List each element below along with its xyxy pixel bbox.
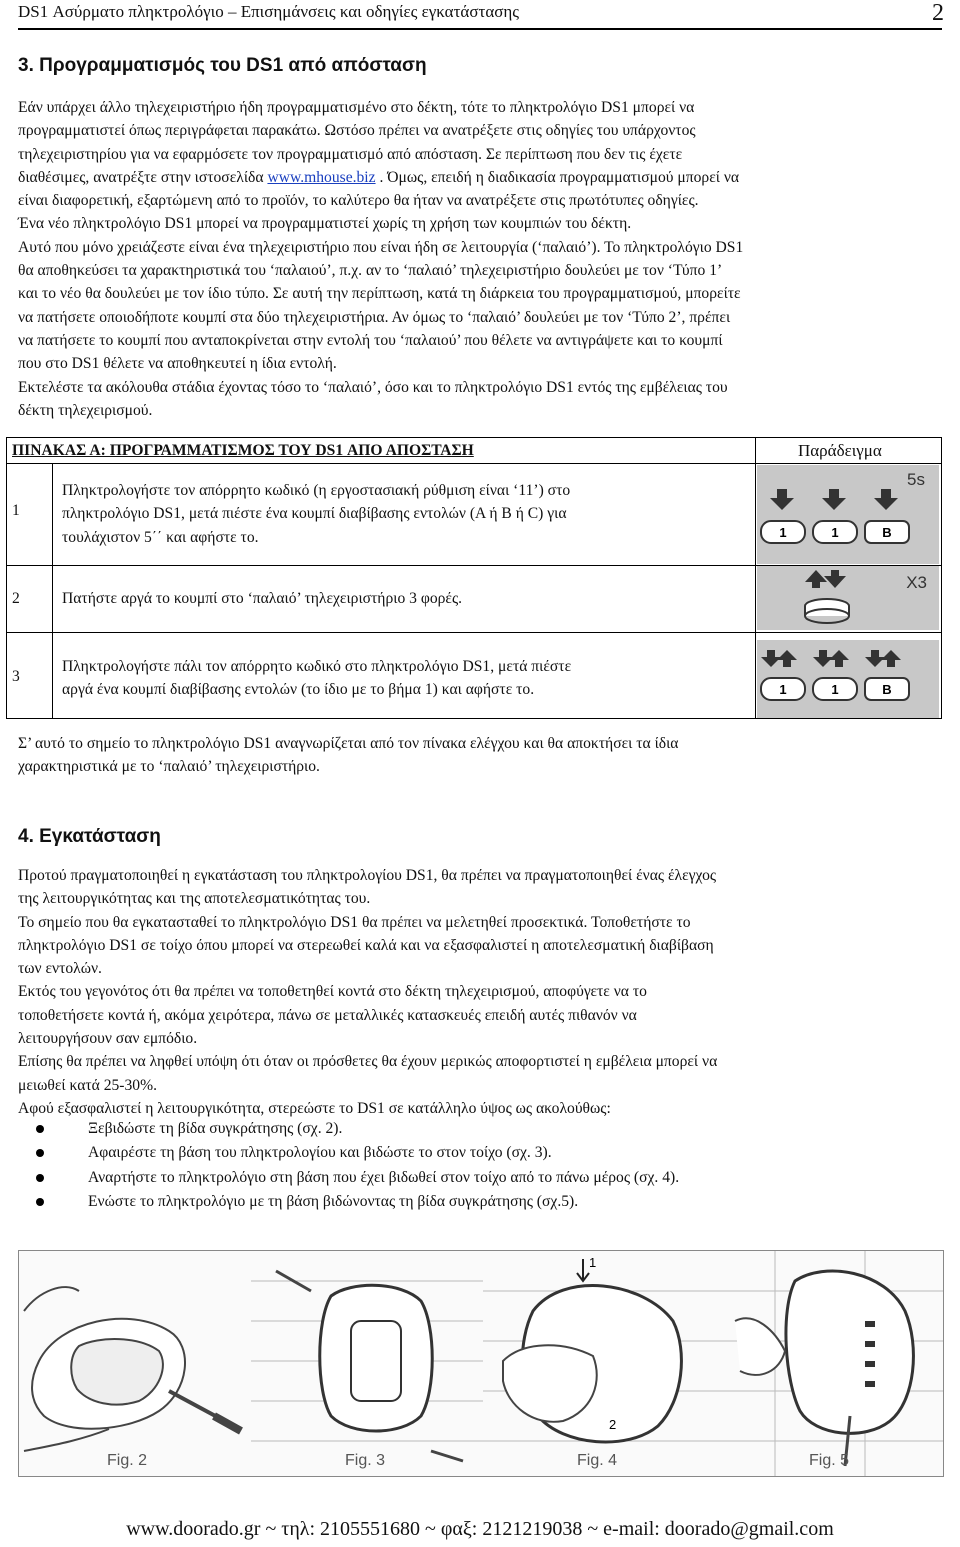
bullet-icon	[36, 1125, 44, 1133]
duration-badge: 5s	[907, 470, 925, 489]
text-line: Εκτός του γεγονότος ότι θα πρέπει να τοποθετηθεί κοντά στο δέκτη τηλεχειρισμού, αποφύγετε να το	[18, 983, 647, 1001]
text-line: της λειτουργικότητας και της αποτελεσματικότητας του.	[18, 890, 371, 908]
example-header: Παράδειγμα	[798, 441, 882, 460]
text-line-with-link	[18, 166, 948, 189]
fixing-screw-illustration	[715, 1251, 943, 1476]
text-line: είναι διαφορετική, εξαρτώμενη από το προϊόν, το καλύτερο θα ήταν να ανατρέξετε στις πρωτότυπες οδηγίες.	[18, 192, 699, 210]
list-item-text: Αφαιρέστε τη βάση του πληκτρολογίου και βιδώστε το στον τοίχο (σχ. 3).	[88, 1144, 552, 1162]
figure-label: Fig. 3	[345, 1452, 386, 1469]
section-4-body	[18, 864, 948, 1120]
arrow-down-icon	[824, 570, 846, 588]
step-number: 1	[12, 502, 20, 519]
key-label: 1	[779, 525, 787, 540]
table-border	[6, 437, 942, 438]
text-line: Αφού εξασφαλιστεί η λειτουργικότητα, στερεώστε το DS1 σε κατάλληλο ύψος ως ακολούθως:	[18, 1099, 611, 1117]
text-line: να πατήσετε το κουμπί που ανταποκρίνεται στην εντολή του ‘παλαιού’ που θέλετε να αντιγράψετε και το κουμπί	[18, 331, 723, 349]
text-line: λειτουργήσουν σαν εμπόδιο.	[18, 1030, 198, 1048]
text-line: προγραμματιστεί όπως περιγράφεται παρακάτω. Ωστόσο πρέπει να ανατρέξετε στις οδηγίες του υπάρχοντος	[18, 122, 696, 140]
base-plate-illustration	[251, 1251, 483, 1476]
text-line: Προτού πραγματοποιηθεί η εγκατάσταση του πληκτρολογίου DS1, θα πρέπει να πραγματοποιηθεί ένας έλεγχος	[18, 867, 717, 884]
keypad-illustration	[757, 465, 939, 564]
text-line: δέκτη τηλεχειρισμού.	[18, 401, 153, 419]
text-line: Εκτελέστε τα ακόλουθα στάδια έχοντας τόσο το ‘παλαιό’, όσο και το πληκτρολόγιο DS1 εντός της εμβέλειας του	[18, 378, 728, 396]
arrow-up-icon	[829, 650, 849, 667]
arrow-down-icon	[577, 1259, 589, 1281]
callout-number: 1	[589, 1255, 597, 1270]
text-line: που στο DS1 θέλετε να αποθηκευτεί η ίδια εντολή.	[18, 355, 337, 373]
figure-4	[483, 1251, 715, 1476]
remote-button-icon	[805, 599, 849, 623]
text-fragment: διαθέσιμες, ανατρέξτε στην ιστοσελίδα	[18, 168, 268, 186]
text-line: και το νέο θα δουλεύει με τον ίδιο τύπο. Σε αυτή την περίπτωση, κατά τη διάρκεια του προγραμματισμού, μπορείτε	[18, 285, 741, 303]
bullet-icon	[36, 1174, 44, 1182]
callout-number: 2	[609, 1417, 617, 1432]
step-number: 3	[12, 668, 20, 685]
example-panel-step-2	[757, 566, 939, 630]
key-label: B	[882, 525, 892, 540]
key-label: B	[882, 682, 892, 697]
text-line: Εάν υπάρχει άλλο τηλεχειριστήριο ήδη προγραμματισμένο στο δέκτη, τότε το πληκτρολόγιο DS1 μπορεί να	[18, 99, 695, 116]
figure-label: Fig. 5	[809, 1452, 850, 1469]
text-line: των εντολών.	[18, 960, 102, 978]
list-item	[18, 1120, 948, 1144]
example-panel-step-3	[757, 640, 939, 718]
text-line: να πατήσετε οποιοδήποτε κουμπί στα δύο τηλεχειριστήρια. Αν όμως το ‘παλαιό’ δουλεύει με τον ‘Τύπο 2’, πρέπει	[18, 308, 731, 326]
list-item	[18, 1169, 948, 1193]
installation-steps-list	[18, 1120, 948, 1217]
figure-2	[19, 1251, 251, 1476]
installation-figures	[18, 1250, 944, 1477]
example-panel-step-1	[757, 465, 939, 564]
text-line: Το σημείο που θα εγκατασταθεί το πληκτρολόγιο DS1 θα πρέπει να μελετηθεί προσεκτικά. Τοποθετήστε το	[18, 913, 691, 931]
remote-button-illustration	[757, 566, 939, 630]
text-line: Ένα νέο πληκτρολόγιο DS1 μπορεί να προγραμματιστεί χωρίς τη χρήση των κουμπιών του δέκτη.	[18, 215, 632, 233]
step-number: 2	[12, 590, 20, 607]
arrow-up-icon	[881, 650, 901, 667]
page-header	[18, 2, 942, 30]
table-border	[6, 718, 942, 719]
list-item-text: Ξεβιδώστε τη βίδα συγκράτησης (σχ. 2).	[88, 1120, 343, 1137]
section-3-body	[18, 96, 948, 422]
table-border	[6, 463, 942, 464]
mounting-keypad-illustration	[483, 1251, 715, 1476]
page-number: 2	[932, 0, 944, 26]
text-line: αργά ένα κουμπί διαβίβασης εντολών (το ίδιο με το βήμα 1) και αφήστε το.	[62, 681, 535, 699]
text-line: τουλάχιστον 5΄΄ και αφήστε το.	[62, 528, 259, 546]
text-line: Πληκτρολογήστε πάλι τον απόρρητο κωδικό στο πληκτρολόγιο DS1, μετά πιέστε	[62, 658, 572, 675]
document-title: DS1 Ασύρματο πληκτρολόγιο – Επισημάνσεις και οδηγίες εγκατάστασης	[18, 2, 520, 21]
repeat-badge: X3	[906, 573, 927, 592]
arrow-down-icon	[770, 489, 794, 510]
key-label: 1	[831, 525, 839, 540]
arrow-up-icon	[805, 570, 827, 588]
table-title: ΠΙΝΑΚΑΣ Α: ΠΡΟΓΡΑΜΜΑΤΙΣΜΟΣ ΤΟΥ DS1 ΑΠΟ ΑΠΟΣΤΑΣΗ	[12, 442, 474, 459]
step-text	[62, 655, 752, 702]
text-line: Πληκτρολογήστε τον απόρρητο κωδικό (η εργοστασιακή ρύθμιση είναι ‘11’) στο	[62, 482, 571, 499]
text-line: τοποθετήσετε κοντά ή, ακόμα χειρότερα, πάνω σε μεταλλικές κατασκευές επειδή αυτές πιθανόν να	[18, 1006, 637, 1024]
text-line: θα αποθηκεύσει τα χαρακτηριστικά του ‘παλαιού’, π.χ. αν το ‘παλαιό’ τηλεχειριστήριο δουλεύει με τον ‘Τύπο 1’	[18, 262, 723, 280]
list-item-text: Ενώστε το πληκτρολόγιο με τη βάση βιδώνοντας τη βίδα συγκράτησης (σχ.5).	[88, 1192, 579, 1210]
text-fragment: . Όμως, επειδή η διαδικασία προγραμματισμού μπορεί να	[375, 168, 740, 186]
table-border	[941, 437, 942, 719]
text-line: μειωθεί κατά 25-30%.	[18, 1076, 157, 1094]
text-line: Επίσης θα πρέπει να ληφθεί υπόψη ότι όταν οι πρόσθετες θα έχουν μερικώς αποφορτιστεί η εμβέλεια μπορεί να	[18, 1053, 718, 1071]
arrow-down-icon	[822, 489, 846, 510]
section-4-heading: 4. Εγκατάσταση	[18, 826, 161, 847]
table-border	[755, 437, 756, 719]
figure-label: Fig. 4	[577, 1452, 618, 1469]
text-line: Πατήστε αργά το κουμπί στο ‘παλαιό’ τηλεχειριστήριο 3 φορές.	[62, 590, 463, 607]
section-3-heading: 3. Προγραμματισμός του DS1 από απόσταση	[18, 55, 427, 76]
step-text	[62, 587, 752, 610]
figure-5	[715, 1251, 943, 1476]
text-line: Σ’ αυτό το σημείο το πληκτρολόγιο DS1 αναγνωρίζεται από τον πίνακα ελέγχου και θα αποκτήσει τα ίδια	[18, 735, 679, 752]
text-line: πληκτρολόγιο DS1 σε τοίχο όπου μπορεί να στερεωθεί καλά και να εξασφαλιστεί η αποτελεσματική διαβίβαση	[18, 936, 714, 954]
list-item-text: Αναρτήστε το πληκτρολόγιο στη βάση που έχει βιδωθεί στον τοίχο από το πάνω μέρος (σχ. 4).	[88, 1168, 680, 1186]
step-text	[62, 479, 752, 549]
key-label: 1	[831, 682, 839, 697]
page-footer: www.doorado.gr ~ τηλ: 2105551680 ~ φαξ: 2121219038 ~ e-mail: doorado@gmail.com	[126, 1518, 834, 1540]
list-item	[18, 1144, 948, 1168]
figure-label: Fig. 2	[107, 1452, 148, 1469]
bullet-icon	[36, 1149, 44, 1157]
after-table-text	[18, 732, 948, 779]
arrow-down-icon	[761, 650, 781, 667]
arrow-down-icon	[865, 650, 885, 667]
text-line: χαρακτηριστικά με το ‘παλαιό’ τηλεχειριστήριο.	[18, 758, 320, 776]
table-border	[6, 632, 942, 633]
keypad-illustration	[757, 640, 939, 718]
website-link[interactable]: www.mhouse.biz	[267, 168, 376, 186]
text-line: Αυτό που μόνο χρειάζεστε είναι ένα τηλεχειριστήριο που είναι ήδη σε λειτουργία (‘παλαιό’). Το πληκτρολόγιο DS1	[18, 238, 744, 256]
table-border	[6, 437, 7, 719]
hand-keypad-illustration	[19, 1251, 251, 1476]
key-label: 1	[779, 682, 787, 697]
text-line: πληκτρολόγιο DS1, μετά πιέστε ένα κουμπί διαβίβασης εντολών (A ή B ή C) για	[62, 505, 567, 523]
arrow-up-icon	[777, 650, 797, 667]
table-border	[52, 463, 53, 719]
arrow-down-icon	[813, 650, 833, 667]
bullet-icon	[36, 1198, 44, 1206]
text-line: τηλεχειριστηρίου για να εφαρμόσετε τον προγραμματισμό από απόσταση. Σε περίπτωση που δεν τις έχετε	[18, 145, 683, 163]
arrow-down-icon	[874, 489, 898, 510]
list-item	[18, 1193, 948, 1217]
figure-3	[251, 1251, 483, 1476]
